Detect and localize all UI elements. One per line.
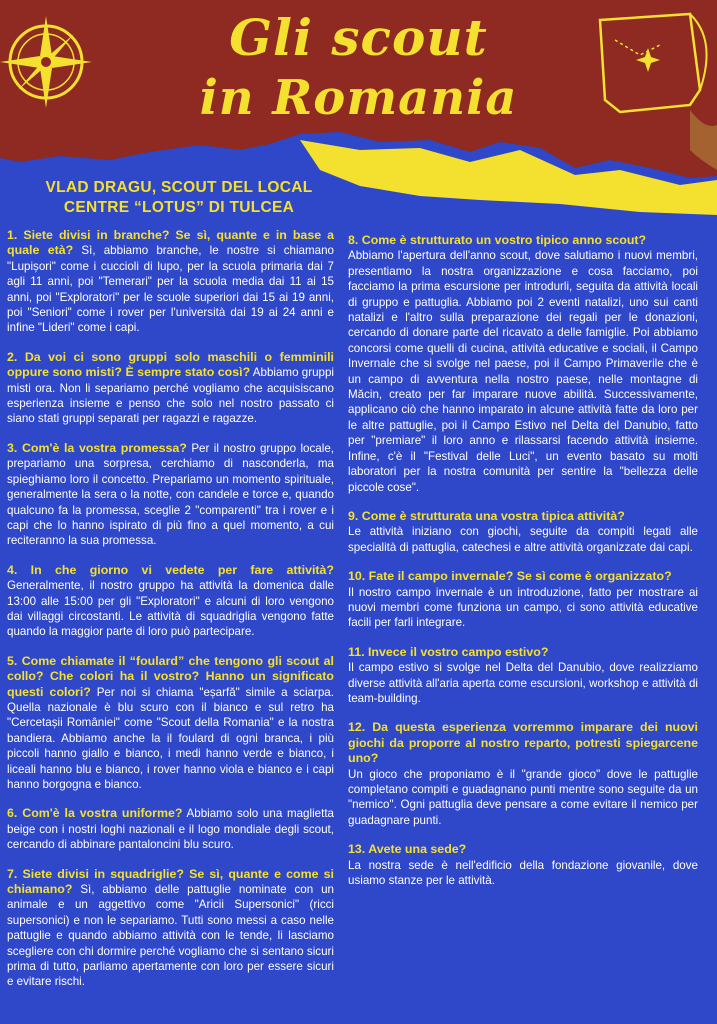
qa-item xyxy=(348,233,698,495)
answer: Un gioco che proponiamo è il "grande gioco" dove le pattuglie completano compiti e guadagnano punti mentre sono seguite da un "nemico". Ogni pattuglia deve pensare a come evitare il nemico per guadagnare punti. xyxy=(348,767,698,827)
answer: Per il nostro gruppo locale, prepariamo una sorpresa, cerchiamo di nasconderla, ma spieghiamo loro il concetto. Prepariamo un momento spirituale, generalmente la sera o la notte, con candele e torce e, quando qualcuno fa la promessa, sceglie 2 "comparenti" tra i rover e i capi che lo hanno ispirato di più fino a quel momento, a cui reciteranno la sua promessa. xyxy=(7,441,334,548)
answer: Il campo estivo si svolge nel Delta del Danubio, dove realizziamo diverse attività all'aria aperta come escursioni, workshop e attività di team-building. xyxy=(348,661,698,705)
answer: La nostra sede è nell'edificio della fondazione giovanile, dove usiamo stanze per le attività. xyxy=(348,858,698,888)
question: 13. Avete una sede? xyxy=(348,842,467,857)
answer: Generalmente, il nostro gruppo ha attività la domenica dalle 13:00 alle 15:00 per gli "Exploratori" e alcuni di loro vengono dai villaggi circostanti. Le attività di squadriglia vengono fatte quando la maggior parte di loro può partecipare. xyxy=(7,579,334,639)
title-line-2: in Romania xyxy=(199,70,518,126)
qa-item xyxy=(348,842,698,888)
answer: Per noi si chiama "eșarfă" simile a sciarpa. Quella nazionale è blu scuro con il bianco e sul retro ha "Cercetașii României" come "Scout della Romania" e la nostra bandiera. Abbiamo anche la il foulard di ogni branca, i più piccoli hanno giallo e bianco, i medi hanno verde e bianco, i liceali hanno blu e bianco, i rover hanno viola e bianco e i capi hanno borgogna e bianco. xyxy=(7,685,334,791)
answer: Abbiamo l'apertura dell'anno scout, dove salutiamo i nuovi membri, presentiamo la nostra organizzazione e cosa facciamo, poi facciamo la prima escursione per introdurli, seguita da attività locali di gruppo e pattuglia. Abbiamo poi 2 eventi natalizi, uno sui canti natalizi e l'altro sulla preparazione dei regali per le donazioni, cercando di donare parte del ricavato a delle famiglie. Poi abbiamo concorsi come quelli di cucina, attività educative e sociali, il Campo Invernale che si svolge nel paese, poi il Campo Primaverile che è un campo di avventura nella nostro paese, nelle montagne di Măcin, creato per far imparare nuove abilità. Successivamente, applicano ciò che hanno imparato in alcune attività fatte da loro per le altre pattuglie, poi il Campo Estivo nel Delta del Danubio, fatto per "premiare" il loro anno e rilassarsi facendo attività insieme. Infine, c'è il "Festival delle Luci", un evento basato su molti laboratori per la nostra comunità per sentire la "bellezza delle piccole cose". xyxy=(348,249,698,494)
qa-item xyxy=(7,228,334,336)
question: 9. Come è strutturata una vostra tipica attività? xyxy=(348,508,625,523)
question: 12. Da questa esperienza vorremmo imparare dei nuovi giochi da proporre al nostro reparto, potresti spiegarcene uno? xyxy=(348,720,698,766)
question: 6. Com'è la vostra uniforme? xyxy=(7,806,183,821)
qa-item xyxy=(348,569,698,631)
qa-item xyxy=(7,654,334,793)
qa-item xyxy=(7,563,334,640)
qa-item xyxy=(7,441,334,549)
title-line-1: Gli scout xyxy=(229,8,488,67)
qa-item xyxy=(7,350,334,427)
question: 3. Com'è la vostra promessa? xyxy=(7,440,187,455)
header-banner xyxy=(0,0,717,216)
question: 4. In che giorno vi vedete per fare attività? xyxy=(7,562,334,577)
answer: Le attività iniziano con giochi, seguite da compiti legati alle specialità di pattuglia, catechesi e altre attività organizzate dai capi. xyxy=(348,525,698,554)
answer: Abbiamo solo una maglietta beige con i nostri loghi nazionali e il logo mondiale degli scout, cercando di abbinare pantaloncini blu scuro. xyxy=(7,807,334,852)
question: 10. Fate il campo invernale? Se sì come è organizzato? xyxy=(348,569,672,584)
byline xyxy=(18,178,340,218)
byline-line-2: CENTRE “LOTUS” DI TULCEA xyxy=(63,199,295,216)
answer: Sì, abbiamo branche, le nostre si chiamano "Lupișori" come i cuccioli di lupo, per la scuola primaria dai 7 agli 11 anni, poi "Temerari" per la scuola media dai 11 ai 15 anni, poi "Exploratori" per le scuole superiori dai 15 ai 19 anni, poi "Seniori" come i rover per l'università dai 19 ai 24 anni e infine "Lideri" come i capi. xyxy=(7,244,334,335)
question: 7. Siete divisi in squadriglie? Se sì, quante e come si chiamano? xyxy=(7,866,334,897)
qa-item xyxy=(348,720,698,828)
question: 11. Invece il vostro campo estivo? xyxy=(348,644,549,659)
qa-item xyxy=(7,806,334,852)
question: 1. Siete divisi in branche? Se sì, quante e in base a quale età? xyxy=(7,228,334,258)
qa-item xyxy=(348,509,698,555)
byline-line-1: VLAD DRAGU, SCOUT DEL LOCAL xyxy=(45,179,313,196)
question: 2. Da voi ci sono gruppi solo maschili o femminili oppure sono misti? È sempre stato così? xyxy=(7,349,334,380)
question: 8. Come è strutturato un vostro tipico anno scout? xyxy=(348,233,647,247)
answer: Abbiamo gruppi misti ora. Non li separiamo perché vogliamo che acquisiscano esperienza insieme e penso che solo nel nostro passato ci siano stati gruppi separati per ragazzi e ragazze. xyxy=(7,366,334,426)
qa-item xyxy=(348,645,698,707)
question: 5. Come chiamate il “foulard” che tengono gli scout al collo? Che colori ha il vostro? Hanno un significato questi colori? xyxy=(7,653,334,699)
left-column xyxy=(7,228,334,1004)
answer: Il nostro campo invernale è un introduzione, fatto per mostrare ai nuovi membri come funziona un campo, ci sono attività educative facili per farli integrare. xyxy=(348,585,698,630)
answer: Sì, abbiamo delle pattuglie nominate con un animale e un aggettivo come "Aricii Supersonici" (ricci supersonici) e non le separiamo. Tutti sono messi a caso nelle pattuglie e quando abbiamo attività con le tende, li lasciamo scegliere con chi dormire perché vogliamo che si sentano sicuri prima di tutto, parliamo apertamente con loro per essere sicuri e evitare rischi. xyxy=(7,883,334,989)
qa-item xyxy=(7,867,334,990)
right-column xyxy=(348,233,698,902)
